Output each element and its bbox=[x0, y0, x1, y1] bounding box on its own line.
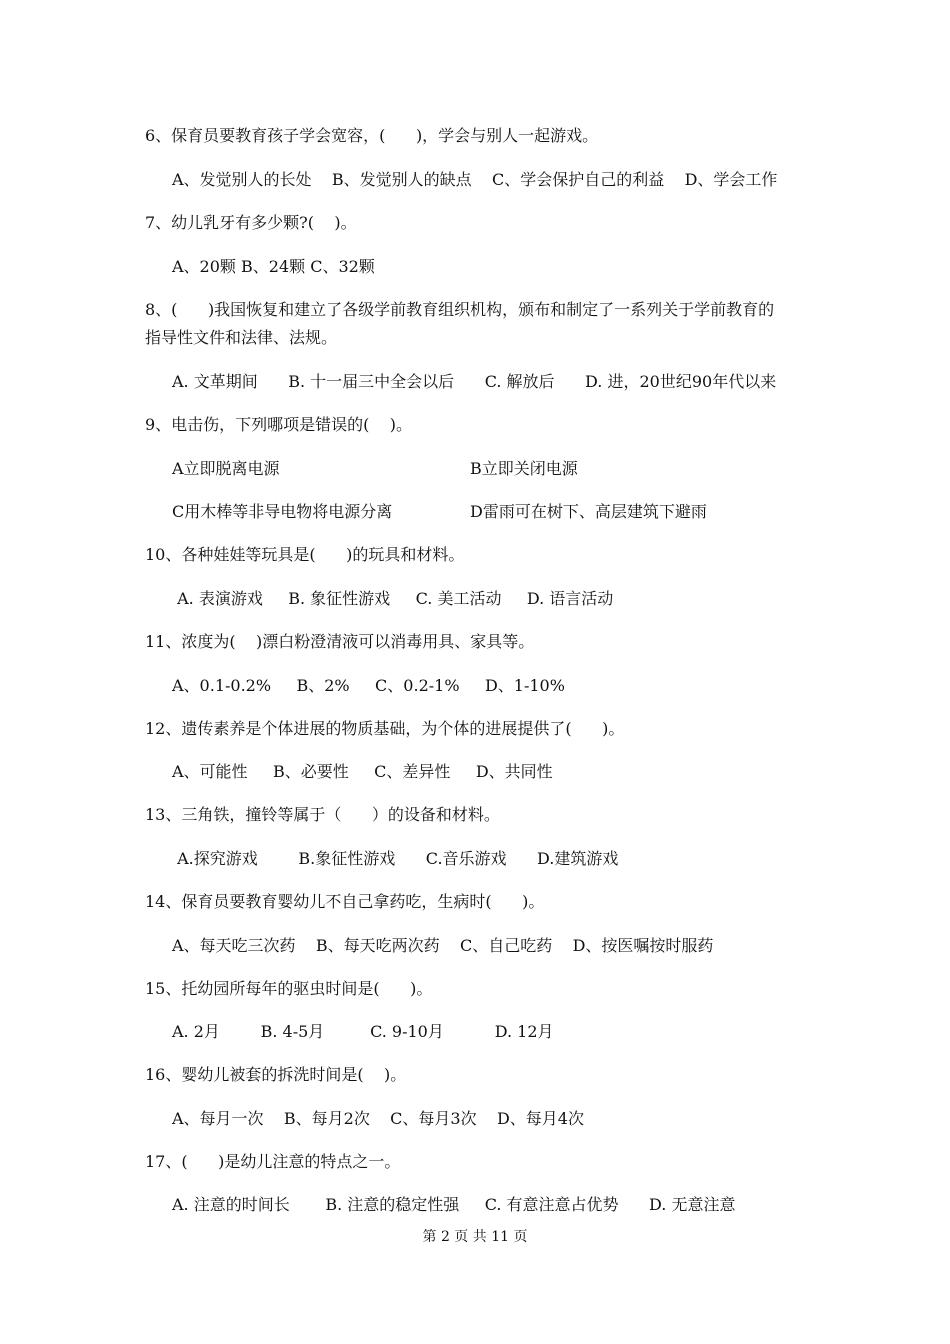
question-7-stem: 7、幼儿乳牙有多少颗?( )。 bbox=[145, 213, 357, 232]
question-9-option-a: A立即脱离电源 bbox=[172, 459, 280, 478]
question-17-options: A. 注意的时间长 B. 注意的稳定性强 C. 有意注意占优势 D. 无意注意 bbox=[172, 1195, 736, 1214]
question-7-options: A、20颗 B、24颗 C、32颗 bbox=[172, 257, 375, 276]
question-11-options: A、0.1-0.2% B、2% C、0.2-1% D、1-10% bbox=[172, 676, 565, 695]
question-11-stem: 11、浓度为( )漂白粉澄清液可以消毒用具、家具等。 bbox=[145, 632, 535, 651]
question-13-stem: 13、三角铁，撞铃等属于（ ）的设备和材料。 bbox=[145, 805, 500, 824]
question-8-options: A. 文革期间 B. 十一届三中全会以后 C. 解放后 D. 进，20世纪90年代以来 bbox=[172, 372, 777, 391]
question-9-stem: 9、电击伤，下列哪项是错误的( )。 bbox=[145, 415, 413, 434]
question-9-option-c: C用木棒等非导电物将电源分离 bbox=[172, 502, 393, 521]
question-12-stem: 12、遗传素养是个体进展的物质基础，为个体的进展提供了( )。 bbox=[145, 719, 625, 738]
question-8-stem-line-2: 指导性文件和法律、法规。 bbox=[145, 328, 338, 347]
question-13-options: A.探究游戏 B.象征性游戏 C.音乐游戏 D.建筑游戏 bbox=[172, 849, 619, 868]
question-8-stem-line-1: 8、( )我国恢复和建立了各级学前教育组织机构，颁布和制定了一系列关于学前教育的 bbox=[145, 300, 775, 319]
question-16-options: A、每月一次 B、每月2次 C、每月3次 D、每月4次 bbox=[172, 1109, 584, 1128]
question-10-stem: 10、各种娃娃等玩具是( )的玩具和材料。 bbox=[145, 545, 465, 564]
question-14-stem: 14、保育员要教育婴幼儿不自己拿药吃，生病时( )。 bbox=[145, 892, 545, 911]
question-9-option-b: B立即关闭电源 bbox=[470, 459, 578, 478]
question-16-stem: 16、婴幼儿被套的拆洗时间是( )。 bbox=[145, 1065, 407, 1084]
question-9-option-d: D雷雨可在树下、高层建筑下避雨 bbox=[470, 502, 707, 521]
page-footer: 第 2 页 共 11 页 bbox=[422, 1229, 528, 1245]
question-12-options: A、可能性 B、必要性 C、差异性 D、共同性 bbox=[172, 762, 553, 781]
question-10-options: A. 表演游戏 B. 象征性游戏 C. 美工活动 D. 语言活动 bbox=[172, 589, 614, 608]
question-15-stem: 15、托幼园所每年的驱虫时间是( )。 bbox=[145, 979, 433, 998]
question-17-stem: 17、( )是幼儿注意的特点之一。 bbox=[145, 1152, 401, 1171]
question-15-options: A. 2月 B. 4-5月 C. 9-10月 D. 12月 bbox=[172, 1022, 554, 1041]
question-14-options: A、每天吃三次药 B、每天吃两次药 C、自己吃药 D、按医嘱按时服药 bbox=[172, 936, 714, 955]
question-6-stem: 6、保育员要教育孩子学会宽容，( )，学会与别人一起游戏。 bbox=[145, 126, 599, 145]
question-6-options: A、发觉别人的长处 B、发觉别人的缺点 C、学会保护自己的利益 D、学会工作 bbox=[172, 170, 778, 189]
